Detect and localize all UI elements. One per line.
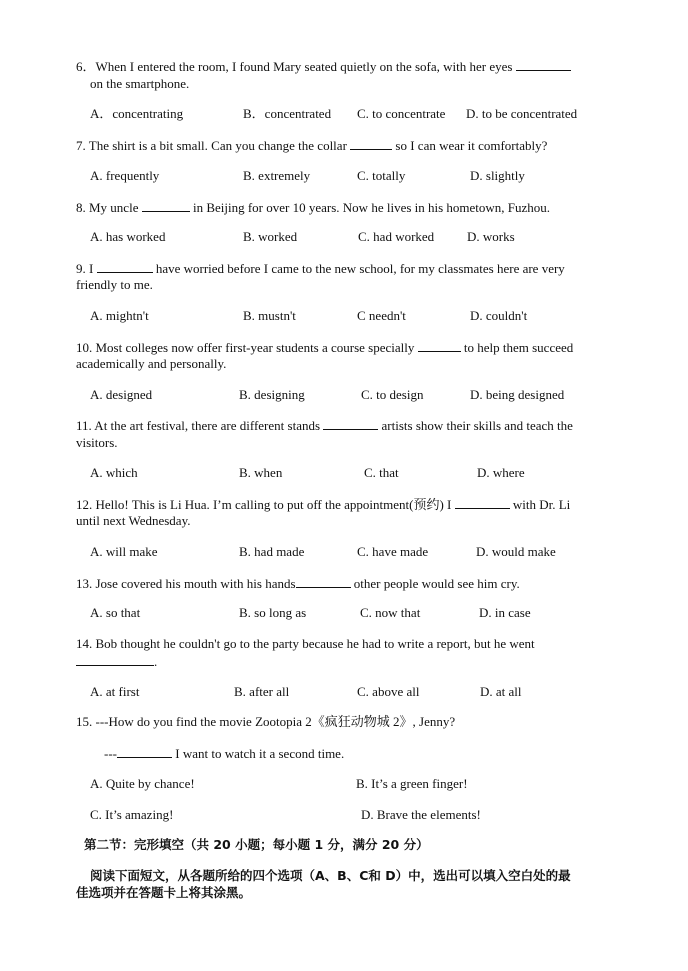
option-c[interactable]: C. above all bbox=[357, 684, 420, 699]
question-text: 9. I bbox=[76, 261, 97, 276]
question-text: 13. Jose covered his mouth with his hands bbox=[76, 576, 296, 591]
option-d[interactable]: D. couldn't bbox=[470, 308, 528, 323]
answer-blank[interactable] bbox=[117, 745, 172, 758]
question-text-tail: so I can wear it comfortably? bbox=[392, 138, 548, 153]
option-a[interactable]: A．concentrating bbox=[90, 106, 184, 121]
question-10-continuation: academically and personally. bbox=[76, 356, 227, 371]
option-a[interactable]: A. which bbox=[90, 465, 138, 480]
option-b[interactable]: B. designing bbox=[239, 387, 305, 402]
option-b[interactable]: B. when bbox=[239, 465, 283, 480]
question-text: 8. My uncle bbox=[76, 200, 142, 215]
question-14-stem: 14. Bob thought he couldn't go to the party because he had to write a report, but he went bbox=[76, 636, 535, 651]
answer-blank[interactable] bbox=[516, 58, 571, 71]
option-d[interactable]: D. slightly bbox=[470, 168, 525, 183]
instructions-line-1: 阅读下面短文，从各题所给的四个选项（A、B、C和 D）中，选出可以填入空白处的最 bbox=[90, 868, 571, 883]
question-text: 12. Hello! This is Li Hua. I’m calling to put off the appointment(预约) I bbox=[76, 497, 455, 512]
reply-text: I want to watch it a second time. bbox=[172, 746, 345, 761]
option-b[interactable]: B．concentrated bbox=[243, 106, 332, 121]
option-b[interactable]: B. so long as bbox=[239, 605, 307, 620]
question-text-tail: have worried before I came to the new school, for my classmates here are very bbox=[152, 261, 565, 276]
answer-blank[interactable] bbox=[418, 339, 461, 352]
instructions-line-2: 佳选项并在答题卡上将其涂黑。 bbox=[76, 885, 252, 900]
question-8-stem bbox=[76, 199, 550, 216]
question-text: 7. The shirt is a bit small. Can you change the collar bbox=[76, 138, 351, 153]
question-text-tail: . bbox=[154, 654, 158, 669]
question-text-tail: in Beijing for over 10 years. Now he lives in his hometown, Fuzhou. bbox=[189, 200, 551, 215]
question-12-stem bbox=[76, 496, 570, 513]
option-d[interactable]: D. works bbox=[467, 229, 515, 244]
answer-blank[interactable] bbox=[76, 653, 154, 666]
question-text-tail: other people would see him cry. bbox=[350, 576, 520, 591]
question-11-continuation: visitors. bbox=[76, 435, 118, 450]
question-12-continuation: until next Wednesday. bbox=[76, 513, 191, 528]
question-text-tail: with Dr. Li bbox=[509, 497, 571, 512]
option-d[interactable]: D. to be concentrated bbox=[466, 106, 578, 121]
option-d[interactable]: D. where bbox=[477, 465, 525, 480]
answer-blank[interactable] bbox=[323, 417, 378, 430]
option-d[interactable]: D. would make bbox=[476, 544, 556, 559]
question-13-stem bbox=[76, 575, 520, 592]
reply-prefix: --- bbox=[104, 746, 117, 761]
option-b[interactable]: B. after all bbox=[234, 684, 290, 699]
question-14-continuation bbox=[76, 653, 157, 670]
section-title: 第二节：完形填空（共 20 小题；每小题 1 分，满分 20 分） bbox=[84, 837, 429, 852]
question-text: 11. At the art festival, there are different stands bbox=[76, 418, 324, 433]
answer-blank[interactable] bbox=[455, 496, 510, 509]
question-9-continuation: friendly to me. bbox=[76, 277, 153, 292]
option-b[interactable]: B. It’s a green finger! bbox=[356, 776, 468, 791]
question-6-continuation: on the smartphone. bbox=[90, 76, 190, 91]
option-b[interactable]: B. mustn't bbox=[243, 308, 296, 323]
option-c[interactable]: C. totally bbox=[357, 168, 406, 183]
option-c[interactable]: C. to design bbox=[361, 387, 424, 402]
option-c[interactable]: C. now that bbox=[360, 605, 421, 620]
option-a[interactable]: A. has worked bbox=[90, 229, 166, 244]
option-c[interactable]: C needn't bbox=[357, 308, 406, 323]
question-11-stem bbox=[76, 417, 573, 434]
option-a[interactable]: A. frequently bbox=[90, 168, 160, 183]
option-c[interactable]: C. had worked bbox=[358, 229, 435, 244]
option-d[interactable]: D. Brave the elements! bbox=[361, 807, 481, 822]
option-b[interactable]: B. had made bbox=[239, 544, 305, 559]
question-15-stem: 15. ---How do you find the movie Zootopia 2《疯狂动物城 2》, Jenny? bbox=[76, 714, 456, 729]
option-a[interactable]: A. mightn't bbox=[90, 308, 149, 323]
option-a[interactable]: A. will make bbox=[90, 544, 158, 559]
option-b[interactable]: B. worked bbox=[243, 229, 298, 244]
question-10-stem bbox=[76, 339, 573, 356]
option-d[interactable]: D. in case bbox=[479, 605, 531, 620]
question-6-stem bbox=[76, 58, 571, 75]
option-a[interactable]: A. so that bbox=[90, 605, 141, 620]
question-text-tail: to help them succeed bbox=[460, 340, 574, 355]
answer-blank[interactable] bbox=[142, 199, 190, 212]
option-a[interactable]: A. designed bbox=[90, 387, 153, 402]
answer-blank[interactable] bbox=[350, 137, 392, 150]
option-c[interactable]: C. to concentrate bbox=[357, 106, 446, 121]
question-9-stem bbox=[76, 260, 565, 277]
question-text: 10. Most colleges now offer first-year students a course specially bbox=[76, 340, 418, 355]
question-text: 6．When I entered the room, I found Mary seated quietly on the sofa, with her eyes bbox=[76, 59, 516, 74]
question-7-stem bbox=[76, 137, 547, 154]
option-c[interactable]: C. have made bbox=[357, 544, 429, 559]
option-c[interactable]: C. that bbox=[364, 465, 399, 480]
option-d[interactable]: D. being designed bbox=[470, 387, 565, 402]
question-text-tail: artists show their skills and teach the bbox=[378, 418, 573, 433]
option-d[interactable]: D. at all bbox=[480, 684, 522, 699]
answer-blank[interactable] bbox=[97, 260, 153, 273]
option-c[interactable]: C. It’s amazing! bbox=[90, 807, 174, 822]
question-15-reply bbox=[104, 745, 344, 762]
option-a[interactable]: A. Quite by chance! bbox=[90, 776, 195, 791]
option-a[interactable]: A. at first bbox=[90, 684, 140, 699]
answer-blank[interactable] bbox=[296, 575, 351, 588]
option-b[interactable]: B. extremely bbox=[243, 168, 311, 183]
